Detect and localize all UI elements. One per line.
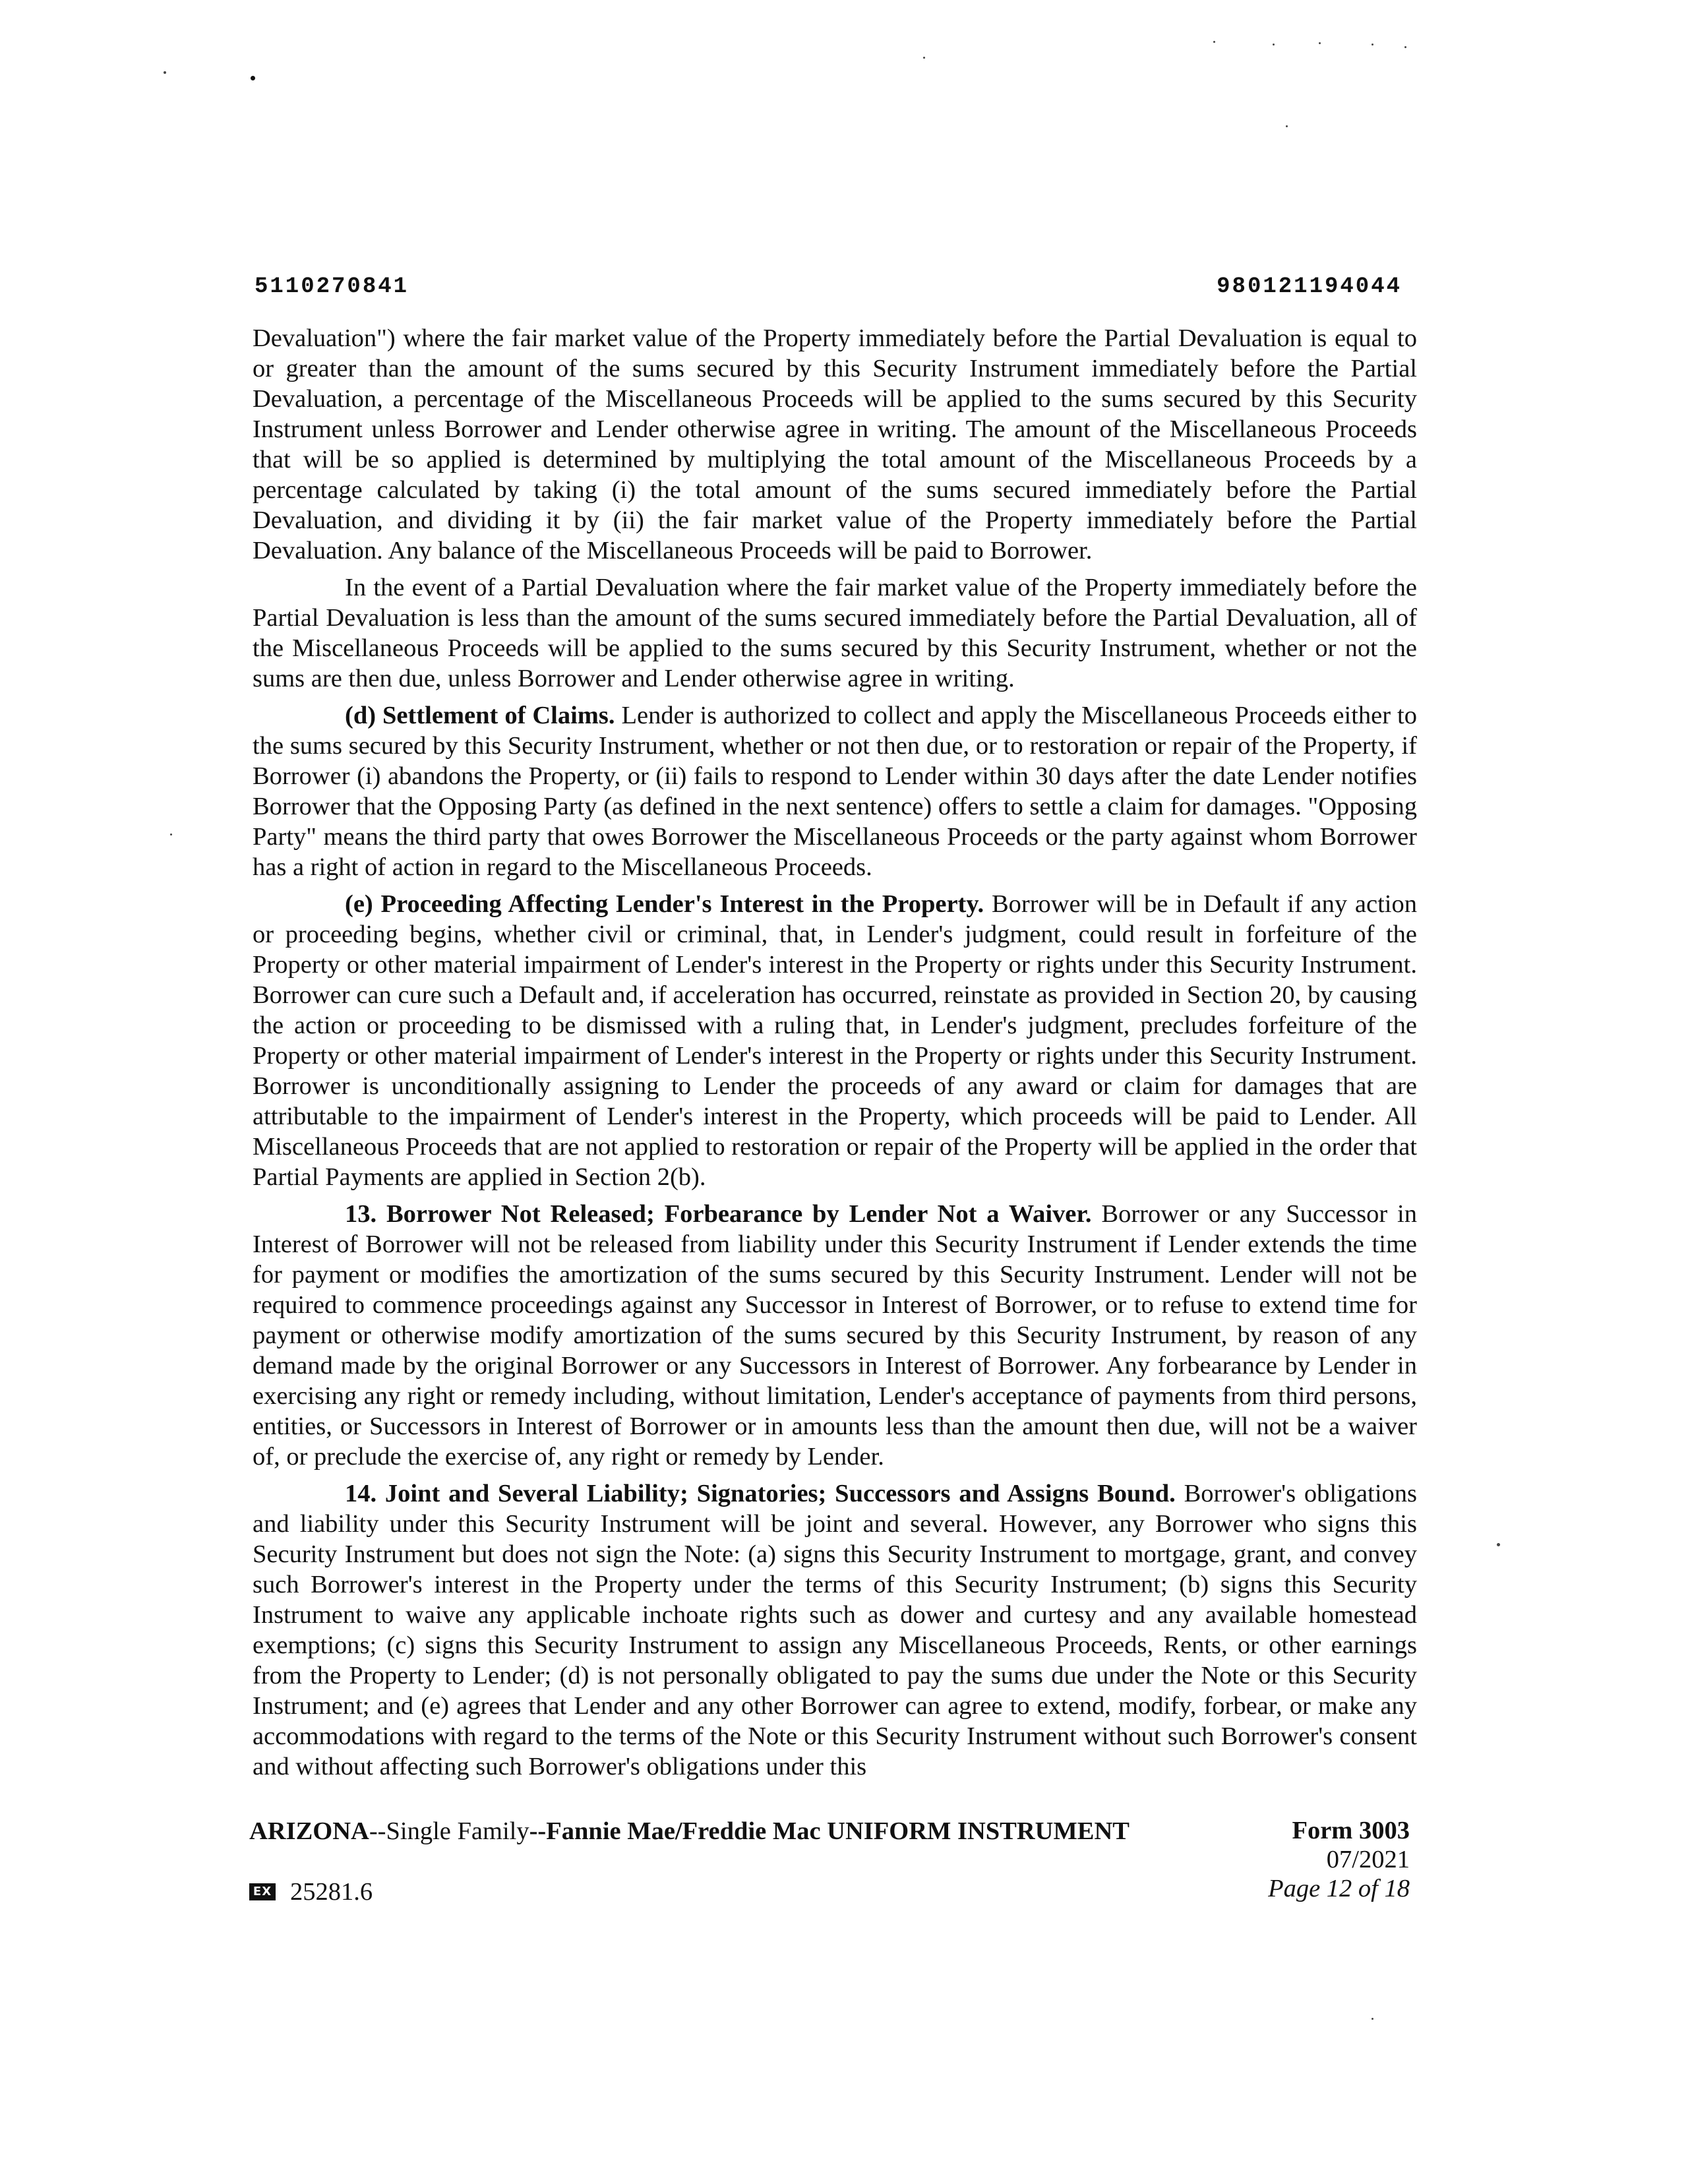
min-number: 980121194044 (1217, 274, 1402, 299)
vendor-code: 25281.6 (290, 1878, 373, 1906)
paragraph-proceeding-affecting-interest (253, 889, 1417, 1192)
scan-speck (1372, 44, 1373, 46)
scan-speck (1497, 1543, 1500, 1546)
document-body (253, 323, 1417, 1788)
heading-section-13: 13. Borrower Not Released; Forbearance by Lender Not a Waiver. (345, 1200, 1092, 1228)
footer-form-title (249, 1816, 1130, 1846)
footer-separator: -- (369, 1817, 386, 1845)
scan-speck (1404, 46, 1406, 48)
scan-speck (1213, 41, 1215, 43)
text-section-13: Borrower or any Successor in Interest of Borrower will not be released from liability under this Security Instrument if Lender extends the time for payment or modifies the amortization of the sums secured by this Security Instrument. Lender will not be required to commence proceedings against any Successor in Interest of Borrower, or to refuse to extend time for payment or otherwise modify amortization of the sums secured by this Security Instrument, by reason of any demand made by the original Borrower or any Successors in Interest of Borrower. Any forbearance by Lender in exercising any right or remedy including, without limitation, Lender's acceptance of payments from third persons, entities, or Successors in Interest of Borrower or in amounts less than the amount then due, will not be a waiver of, or preclude the exercise of, any right or remedy by Lender. (253, 1200, 1417, 1471)
scan-speck (251, 76, 255, 80)
scan-speck (164, 71, 166, 74)
paragraph-settlement-of-claims (253, 700, 1417, 882)
heading-proceeding-affecting-interest: (e) Proceeding Affecting Lender's Interest in the Property. (345, 890, 984, 918)
scan-speck (923, 57, 925, 59)
paragraph-partial-devaluation-less: In the event of a Partial Devaluation where the fair market value of the Property immediately before the Partial Devaluation is less than the amount of the sums secured immediately before the Partial Devaluation, all of the Miscellaneous Proceeds will be applied to the sums secured by this Security Instrument, whether or not the sums are then due, unless Borrower and Lender otherwise agree in writing. (253, 574, 1417, 692)
ellie-mae-logo-icon: EX (249, 1883, 276, 1900)
heading-settlement-of-claims: (d) Settlement of Claims. (345, 702, 615, 729)
loan-number: 5110270841 (255, 274, 409, 299)
scan-speck (1372, 2018, 1373, 2020)
page-number: Page 12 of 18 (1268, 1875, 1410, 1902)
scan-speck (170, 834, 172, 835)
form-date: 07/2021 (1326, 1846, 1410, 1873)
scan-speck (1319, 42, 1321, 44)
footer-family: Single Family (386, 1817, 529, 1845)
paragraph-partial-devaluation: Devaluation") where the fair market value of the Property immediately before the Partial Devaluation is equal to or greater than the amount of the sums secured by this Security Instrument immediately before the Partial Devaluation, a percentage of the Miscellaneous Proceeds will be applied to the sums secured by this Security Instrument unless Borrower and Lender otherwise agree in writing. The amount of the Miscellaneous Proceeds that will be so applied is determined by multiplying the total amount of the Miscellaneous Proceeds by a percentage calculated by taking (i) the total amount of the sums secured immediately before the Partial Devaluation, and dividing it by (ii) the fair market value of the Property immediately before the Partial Devaluation. Any balance of the Miscellaneous Proceeds will be paid to Borrower. (253, 324, 1417, 564)
footer-state: ARIZONA (249, 1817, 369, 1845)
text-settlement-of-claims: Lender is authorized to collect and apply the Miscellaneous Proceeds either to the sums secured by this Security Instrument, whether or not then due, or to restoration or repair of the Property, if Borrower (i) abandons the Property, or (ii) fails to respond to Lender within 30 days after the date Lender notifies Borrower that the Opposing Party (as defined in the next sentence) offers to settle a claim for damages. "Opposing Party" means the third party that owes Borrower the Miscellaneous Proceeds or the party against whom Borrower has a right of action in regard to the Miscellaneous Proceeds. (253, 702, 1417, 881)
footer-form-info (1268, 1816, 1410, 1903)
scan-speck (1273, 44, 1275, 46)
heading-section-14: 14. Joint and Several Liability; Signatories; Successors and Assigns Bound. (345, 1480, 1176, 1507)
footer-vendor-code (249, 1877, 373, 1907)
text-section-14: Borrower's obligations and liability under this Security Instrument will be joint and several. However, any Borrower who signs this Security Instrument but does not sign the Note: (a) signs this Security Instrument to mortgage, grant, and convey such Borrower's interest in the Property under the terms of this Security Instrument; (b) signs this Security Instrument to waive any applicable inchoate rights such as dower and curtesy and any available homestead exemptions; (c) signs this Security Instrument to assign any Miscellaneous Proceeds, Rents, or other earnings from the Property to Lender; (d) is not personally obligated to pay the sums due under the Note or this Security Instrument; and (e) agrees that Lender and any other Borrower can agree to extend, modify, forbear, or make any accommodations with regard to the terms of the Note or this Security Instrument without such Borrower's consent and without affecting such Borrower's obligations under this (253, 1480, 1417, 1780)
form-number: Form 3003 (1292, 1817, 1410, 1844)
paragraph-section-14 (253, 1478, 1417, 1782)
paragraph-section-13 (253, 1199, 1417, 1472)
footer-instrument: Fannie Mae/Freddie Mac UNIFORM INSTRUMENT (546, 1817, 1130, 1845)
scan-speck (1286, 125, 1288, 127)
footer-separator: -- (529, 1817, 547, 1845)
text-proceeding-affecting-interest: Borrower will be in Default if any action or proceeding begins, whether civil or criminal, that, in Lender's judgment, could result in forfeiture of the Property or other material impairment of Lender's interest in the Property or rights under this Security Instrument. Borrower can cure such a Default and, if acceleration has occurred, reinstate as provided in Section 20, by causing the action or proceeding to be dismissed with a ruling that, in Lender's judgment, precludes forfeiture of the Property or other material impairment of Lender's interest in the Property or rights under this Security Instrument. Borrower is unconditionally assigning to Lender the proceeds of any award or claim for damages that are attributable to the impairment of Lender's interest in the Property, which proceeds will be paid to Lender. All Miscellaneous Proceeds that are not applied to restoration or repair of the Property will be applied in the order that Partial Payments are applied in Section 2(b). (253, 890, 1417, 1191)
